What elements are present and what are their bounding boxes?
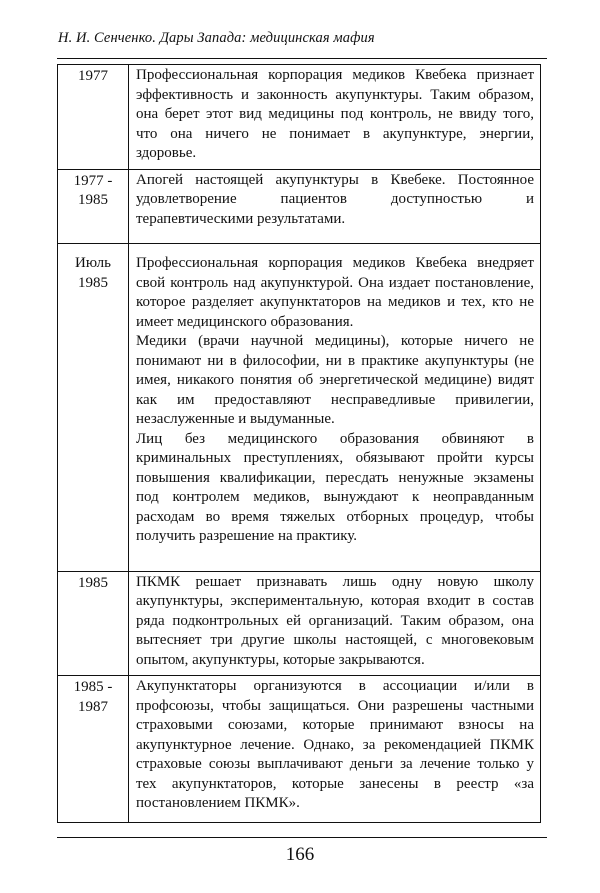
description-cell [129, 676, 541, 823]
description-cell [129, 571, 541, 676]
running-title: Н. И. Сенченко. Дары Запада: медицинская мафия [58, 30, 375, 46]
description-cell [129, 169, 541, 244]
date-text: 1985 [78, 192, 108, 208]
date-cell [58, 571, 129, 676]
description-paragraph: Профессиональная корпорация медиков Квебека признает эффективность и законность акупунктуры. Таким образом, она берет этот вид медицины под контроль, не ввиду того, что она ничего не понимает в акупунктуре, энергии, здоровье. [136, 67, 534, 161]
date-text: Июль [75, 255, 111, 271]
date-text: 1985 [78, 574, 108, 591]
description-paragraph: ПКМК решает признавать лишь одну новую школу акупунктуры, экспериментальную, которая входит в состав ряда подконтрольных ей организаций. Таким образом, она вытесняет три другие школы настоящей, с многовековым опытом, акупунктуры, которые закрываются. [136, 573, 534, 668]
date-text: 1985 [78, 274, 108, 291]
footer-rule [57, 837, 547, 838]
table-row [58, 169, 541, 244]
header-rule [57, 58, 547, 59]
description-paragraph: Медики (врачи научной медицины), которые ничего не понимают ни в философии, ни в практике акупунктуры (не имея, никакого понятия об энергетической медицине) видят как им предоставляют несправедливые привилегии, незаслуженные и выдуманные. [136, 333, 534, 427]
description-paragraph: Профессиональная корпорация медиков Квебека внедряет свой контроль над акупунктурой. Она издает постановление, которое разделяет акупунктаторов на медиков и тех, кто не имеет медицинского образования. [136, 255, 534, 330]
table-row [58, 571, 541, 676]
table-row [58, 244, 541, 572]
date-text: 1977 - [73, 172, 113, 189]
description-paragraph: Акупунктаторы организуются в ассоциации и/или в профсоюзы, чтобы защищаться. Они разрешены частными страховыми союзами, которые принимают взносы на акупунктурное лечение. Однако, за рекомендацией ПКМК страховые союзы выплачивают деньги за лечение только у тех акупунктаторов, которые занесены в реестр «за постановлением ПКМК». [136, 678, 534, 811]
table-row [58, 65, 541, 170]
date-text: 1977 [78, 68, 108, 84]
date-cell [58, 169, 129, 244]
date-cell [58, 676, 129, 823]
table-row [58, 676, 541, 823]
page-number: 166 [285, 844, 315, 865]
description-cell [129, 65, 541, 170]
date-cell [58, 244, 129, 572]
date-text: 1985 - [73, 679, 113, 695]
description-paragraph: Апогей настоящей акупунктуры в Квебеке. Постоянное удовлетворение пациентов доступностью и терапевтическими результатами. [136, 171, 534, 227]
description-cell [129, 244, 541, 572]
date-text: 1987 [78, 698, 108, 715]
date-cell [58, 65, 129, 170]
timeline-table [57, 64, 541, 823]
description-paragraph: Лиц без медицинского образования обвиняют в криминальных преступлениях, обязывают пройти курсы повышения квалификации, пересдать ненужные экзамены под контролем медиков, вынуждают к неоправданным расходам во время тяжелых отборных процедур, чтобы получить разрешение на практику. [136, 430, 534, 544]
